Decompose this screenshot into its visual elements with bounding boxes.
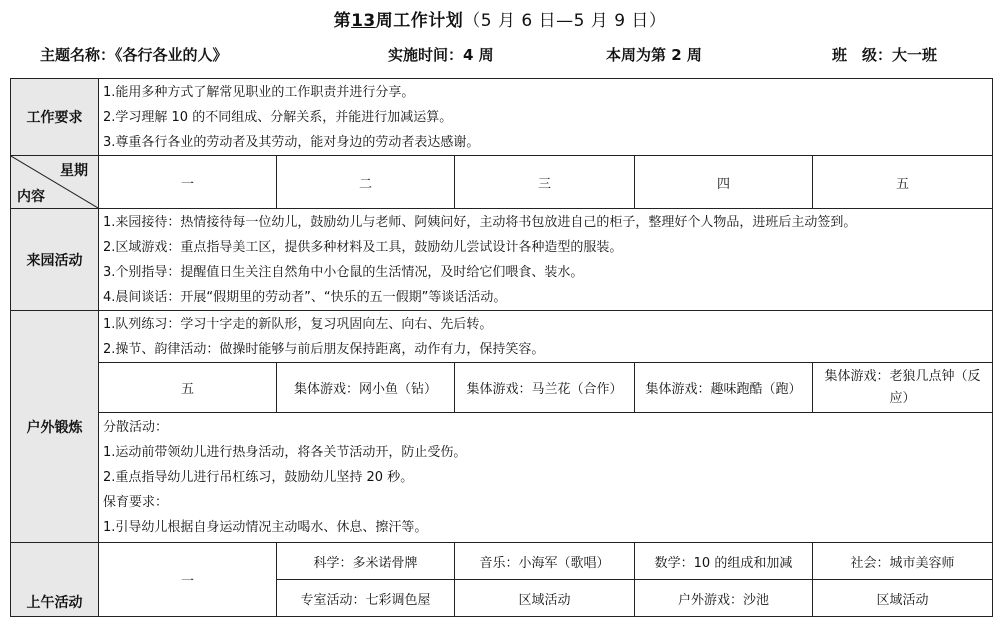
- arrival-item: 1.来园接待：热情接待每一位幼儿，鼓励幼儿与老师、阿姨问好，主动将书包放进自己的柜子，整理好个人物品，进班后主动签到。: [103, 214, 857, 230]
- theme-name: 主题名称：《各行各业的人》: [40, 46, 228, 64]
- morning-label: 上午活动: [11, 543, 99, 617]
- corner-header-cell: [11, 156, 99, 209]
- morning-monday-cell: 一: [99, 543, 277, 617]
- outdoor-note-item: 分散活动：: [103, 420, 169, 435]
- current-week: 本周为第 2 周: [606, 46, 702, 64]
- week-number: 13: [351, 11, 376, 31]
- arrival-row: [11, 209, 993, 311]
- outdoor-note-item: 1.引导幼儿根据自身运动情况主动喝水、休息、擦汗等。: [103, 520, 428, 535]
- morning-activity-cell: 科学：多米诺骨牌: [277, 543, 455, 580]
- title-prefix: 第: [333, 11, 352, 31]
- morning-activity-cell: 户外游戏：沙池: [635, 580, 813, 617]
- weekday-fri: 五: [813, 156, 993, 209]
- requirements-label: 工作要求: [11, 79, 99, 156]
- corner-weekday-label: 星期: [60, 163, 88, 179]
- outdoor-top-row: [11, 311, 993, 363]
- outdoor-note-item: 2.重点指导幼儿进行吊杠练习，鼓励幼儿坚持 20 秒。: [103, 470, 414, 485]
- title-suffix: 周工作计划: [375, 11, 464, 31]
- outdoor-game-cell: 五: [99, 363, 277, 413]
- morning-activity-cell: 社会：城市美容师: [813, 543, 993, 580]
- outdoor-games-row: [11, 363, 993, 413]
- outdoor-notes: [99, 413, 993, 543]
- morning-activity-cell: 数学：10 的组成和加减: [635, 543, 813, 580]
- arrival-item: 4.晨间谈话：开展“假期里的劳动者”、“快乐的五一假期”等谈话活动。: [103, 289, 507, 305]
- requirements-row: [11, 79, 993, 156]
- weekday-thu: 四: [635, 156, 813, 209]
- date-range: （5 月 6 日—5 月 9 日）: [463, 11, 667, 31]
- arrival-item: 2.区域游戏：重点指导美工区，提供多种材料及工具，鼓励幼儿尝试设计各种造型的服装。: [103, 239, 623, 255]
- weekday-wed: 三: [455, 156, 635, 209]
- arrival-label: 来园活动: [11, 209, 99, 311]
- outdoor-drill-item: 1.队列练习：学习十字走的新队形，复习巩固向左、向右、先后转。: [103, 316, 493, 332]
- weekday-mon: 一: [99, 156, 277, 209]
- morning-activity-cell: 区域活动: [455, 580, 635, 617]
- outdoor-game-cell: 集体游戏：趣味跑酷（跑）: [635, 363, 813, 413]
- requirements-content: [99, 79, 993, 156]
- weekday-tue: 二: [277, 156, 455, 209]
- arrival-content: [99, 209, 993, 311]
- outdoor-game-cell: 集体游戏：网小鱼（钻）: [277, 363, 455, 413]
- outdoor-drill-item: 2.操节、韵律活动：做操时能够与前后朋友保持距离，动作有力，保持笑容。: [103, 341, 545, 357]
- outdoor-note-item: 1.运动前带领幼儿进行热身活动，将各关节活动开，防止受伤。: [103, 445, 467, 460]
- class-name: 班 级：大一班: [832, 46, 938, 64]
- morning-activity-cell: 区域活动: [813, 580, 993, 617]
- corner-content-label: 内容: [17, 189, 45, 205]
- outdoor-note-item: 保育要求：: [103, 495, 169, 510]
- page-title: [0, 6, 1000, 31]
- morning-activity-cell: 专室活动：七彩调色屋: [277, 580, 455, 617]
- implementation-time: 实施时间：4 周: [388, 46, 494, 64]
- weekday-header-row: [11, 156, 993, 209]
- requirement-item: 1.能用多种方式了解常见职业的工作职责并进行分享。: [103, 84, 415, 100]
- work-plan-table: [10, 78, 993, 617]
- requirement-item: 3.尊重各行各业的劳动者及其劳动，能对身边的劳动者表达感谢。: [103, 134, 480, 150]
- outdoor-game-cell: 集体游戏：老狼几点钟（反应）: [813, 363, 993, 413]
- outdoor-label: 户外锻炼: [11, 311, 99, 543]
- outdoor-bottom-row: [11, 413, 993, 543]
- morning-activity-cell: 音乐：小海军（歌唱）: [455, 543, 635, 580]
- outdoor-game-cell: 集体游戏：马兰花（合作）: [455, 363, 635, 413]
- arrival-item: 3.个别指导：提醒值日生关注自然角中小仓鼠的生活情况，及时给它们喂食、装水。: [103, 264, 584, 280]
- outdoor-drills: [99, 311, 993, 363]
- morning-row-1: [11, 543, 993, 580]
- requirement-item: 2.学习理解 10 的不同组成、分解关系，并能进行加减运算。: [103, 109, 453, 125]
